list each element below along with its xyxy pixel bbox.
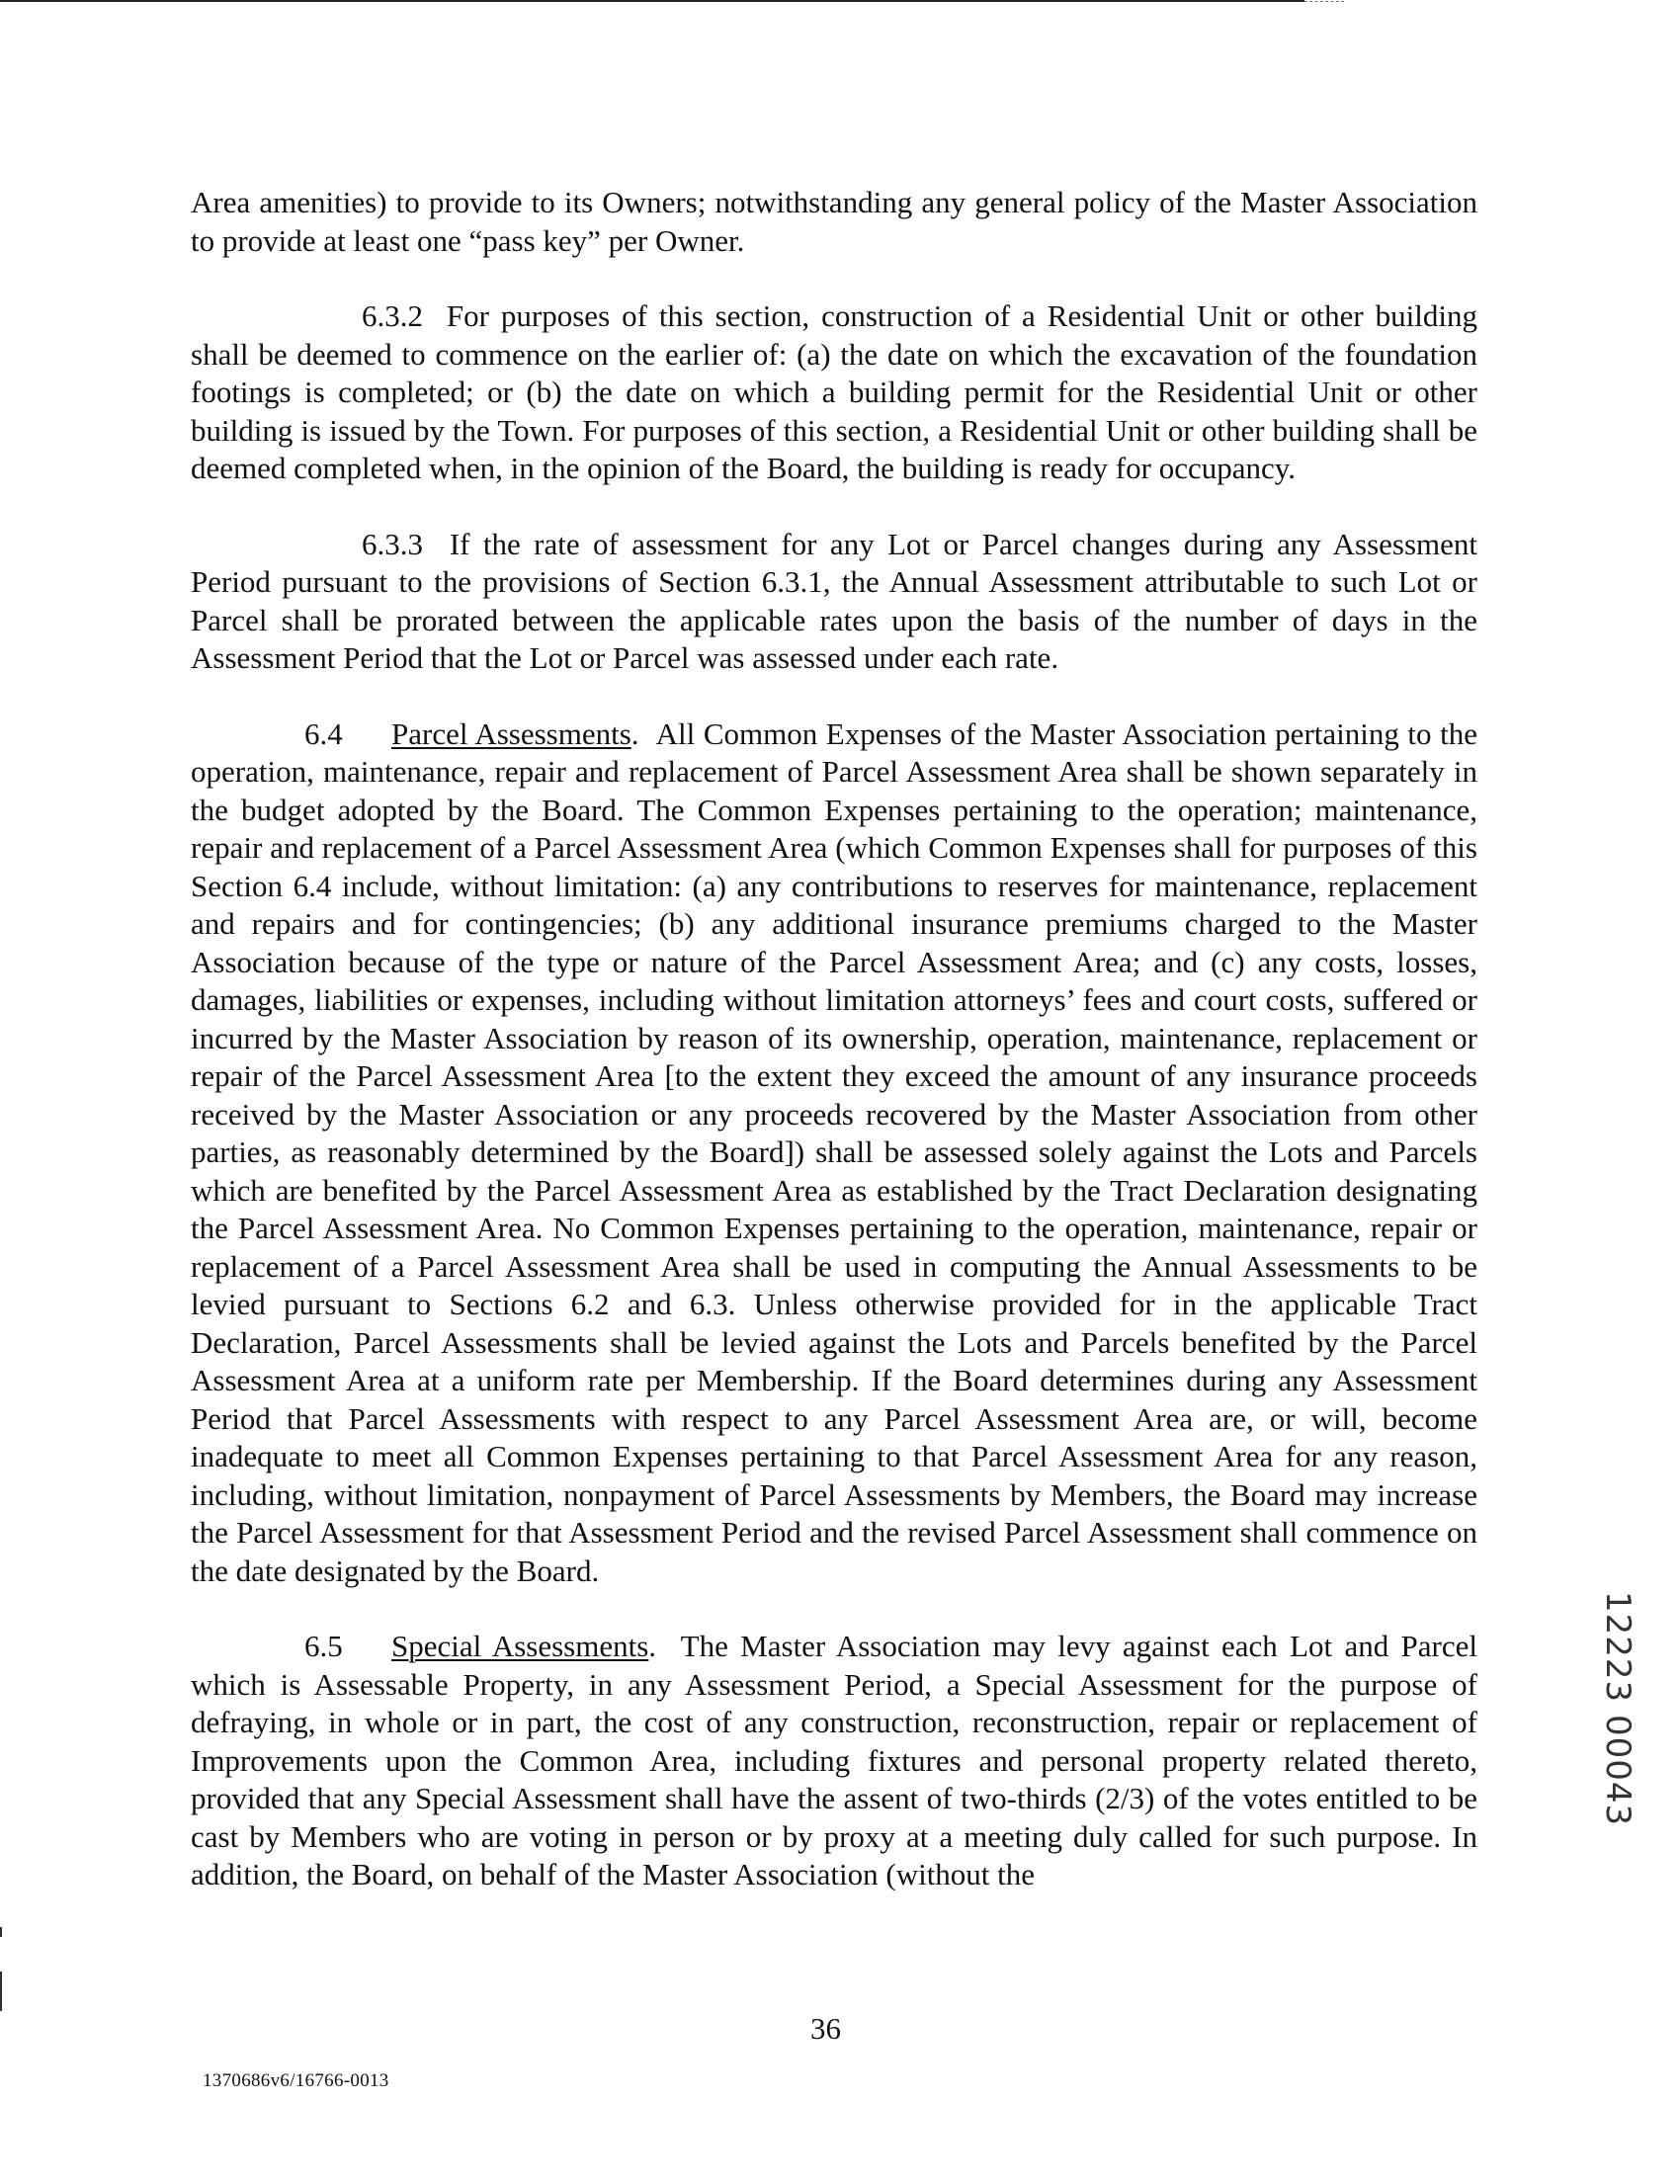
- recording-stamp: 12223 00043: [1598, 1591, 1638, 1827]
- paragraph-6-5: 6.5 Special Assessments. The Master Association may levy against each Lot and Parcel which is Assessable Property, in any Assessment Period, a Special Assessment for the purpose of defraying, in whole or in part, the cost of any construction, reconstruction, repair or replacement of Improvements upon the Common Area, including fixtures and personal property related thereto, provided that any Special Assessment shall have the assent of two-thirds (2/3) of the votes entitled to be cast by Members who are voting in person or by proxy at a meeting duly called for such purpose. In addition, the Board, on behalf of the Master Association (without the: [191, 1629, 1477, 1891]
- paragraph-continuation: Area amenities) to provide to its Owners; notwithstanding any general policy of the Master Association to provide at least one “pass key” per Owner.: [191, 185, 1477, 258]
- section-number: 6.4: [304, 715, 343, 751]
- scan-edge-mark: [0, 1927, 2, 1937]
- page-number: 36: [810, 2011, 841, 2046]
- section-number: 6.3.3: [362, 526, 423, 561]
- section-number: 6.3.2: [362, 298, 423, 333]
- section-text: For purposes of this section, construction of a Residential Unit or other building shall be deemed to commence on the earlier of: (a) the date on which the excavation of the foundation footings is completed; or (b) the date on which a building permit for the Residential Unit or other building is issued by the Town. For purposes of this section, a Residential Unit or other building shall be deemed completed when, in the opinion of the Board, the building is ready for occupancy.: [191, 298, 1478, 485]
- section-number: 6.5: [304, 1629, 343, 1663]
- paragraph-6-4: 6.4 Parcel Assessments. All Common Expenses of the Master Association pertaining to the operation, maintenance, repair and replacement of Parcel Assessment Area shall be shown separately in the budget adopted by the Board. The Common Expenses pertaining to the operation; maintenance, repair and replacement of a Parcel Assessment Area (which Common Expenses shall for purposes of this Section 6.4 include, without limitation: (a) any contributions to reserves for maintenance, replacement and repairs and for contingencies; (b) any additional insurance premiums charged to the Master Association because of the type or nature of the Parcel Assessment Area; and (c) any costs, losses, damages, liabilities or expenses, including without limitation attorneys’ fees and court costs, suffered or incurred by the Master Association by reason of its ownership, operation, maintenance, replacement or repair of the Parcel Assessment Area [to the extent they exceed the amount of any insurance proceeds received by the Master Association or any proceeds recovered by the Master Association from other parties, as reasonably determined by the Board]) shall be assessed solely against the Lots and Parcels which are benefited by the Parcel Assessment Area as established by the Tract Declaration designating the Parcel Assessment Area. No Common Expenses pertaining to the operation, maintenance, repair or replacement of a Parcel Assessment Area shall be used in computing the Annual Assessments to be levied pursuant to Sections 6.2 and 6.3. Unless otherwise provided for in the applicable Tract Declaration, Parcel Assessments shall be levied against the Lots and Parcels benefited by the Parcel Assessment Area at a uniform rate per Membership. If the Board determines during any Assessment Period that Parcel Assessments with respect to any Parcel Assessment Area are, or will, become inadequate to meet all Common Expenses pertaining to that Parcel Assessment Area for any reason, including, without limitation, nonpayment of Parcel Assessments by Members, the Board may increase the Parcel Assessment for that Assessment Period and the revised Parcel Assessment shall commence on the date designated by the Board.: [191, 715, 1477, 1588]
- document-id: 1370686v6/16766-0013: [203, 2070, 389, 2091]
- top-scan-rule: [0, 0, 1304, 2]
- section-text: All Common Expenses of the Master Association pertaining to the operation, maintenance, repair and replacement of Parcel Assessment Area shall be shown separately in the budget adopted by the Board. The Common Expenses pertaining to the operation; maintenance, repair and replacement of a Parcel Assessment Area (which Common Expenses shall for purposes of this Section 6.4 include, without limitation: (a) any contributions to reserves for maintenance, replacement and repairs and for contingencies; (b) any additional insurance premiums charged to the Master Association because of the type or nature of the Parcel Assessment Area; and (c) any costs, losses, damages, liabilities or expenses, including without limitation attorneys’ fees and court costs, suffered or incurred by the Master Association by reason of its ownership, operation, maintenance, replacement or repair of the Parcel Assessment Area [to the extent they exceed the amount of any insurance proceeds received by the Master Association or any proceeds recovered by the Master Association from other parties, as reasonably determined by the Board]) shall be assessed solely against the Lots and Parcels which are benefited by the Parcel Assessment Area as established by the Tract Declaration designating the Parcel Assessment Area. No Common Expenses pertaining to the operation, maintenance, repair or replacement of a Parcel Assessment Area shall be used in computing the Annual Assessments to be levied pursuant to Sections 6.2 and 6.3. Unless otherwise provided for in the applicable Tract Declaration, Parcel Assessments shall be levied against the Lots and Parcels benefited by the Parcel Assessment Area at a uniform rate per Membership. If the Board determines during any Assessment Period that Parcel Assessments with respect to any Parcel Assessment Area are, or will, become inadequate to meet all Common Expenses pertaining to that Parcel Assessment Area for any reason, including, without limitation, nonpayment of Parcel Assessments by Members, the Board may increase the Parcel Assessment for that Assessment Period and the revised Parcel Assessment shall commence on the date designated by the Board.: [191, 715, 1477, 1588]
- scan-edge-mark: [0, 1972, 2, 2011]
- paragraph-6-3-2: [191, 297, 1477, 488]
- section-heading: Parcel Assessments: [391, 715, 631, 751]
- top-scan-rule-extension: [1304, 1, 1344, 2]
- section-text: The Master Association may levy against each Lot and Parcel which is Assessable Property, in any Assessment Period, a Special Assessment for the purpose of defraying, in whole or in part, the cost of any construction, reconstruction, repair or replacement of Improvements upon the Common Area, including fixtures and personal property related thereto, provided that any Special Assessment shall have the assent of two-thirds (2/3) of the votes entitled to be cast by Members who are voting in person or by proxy at a meeting duly called for such purpose. In addition, the Board, on behalf of the Master Association (without the: [191, 1629, 1477, 1891]
- section-heading: Special Assessments: [391, 1629, 649, 1663]
- paragraph-6-3-3: [191, 526, 1477, 678]
- document-body: [191, 184, 1477, 1932]
- section-text: If the rate of assessment for any Lot or Parcel changes during any Assessment Period pursuant to the provisions of Section 6.3.1, the Annual Assessment attributable to such Lot or Parcel shall be prorated between the applicable rates upon the basis of the number of days in the Assessment Period that the Lot or Parcel was assessed under each rate.: [191, 526, 1478, 675]
